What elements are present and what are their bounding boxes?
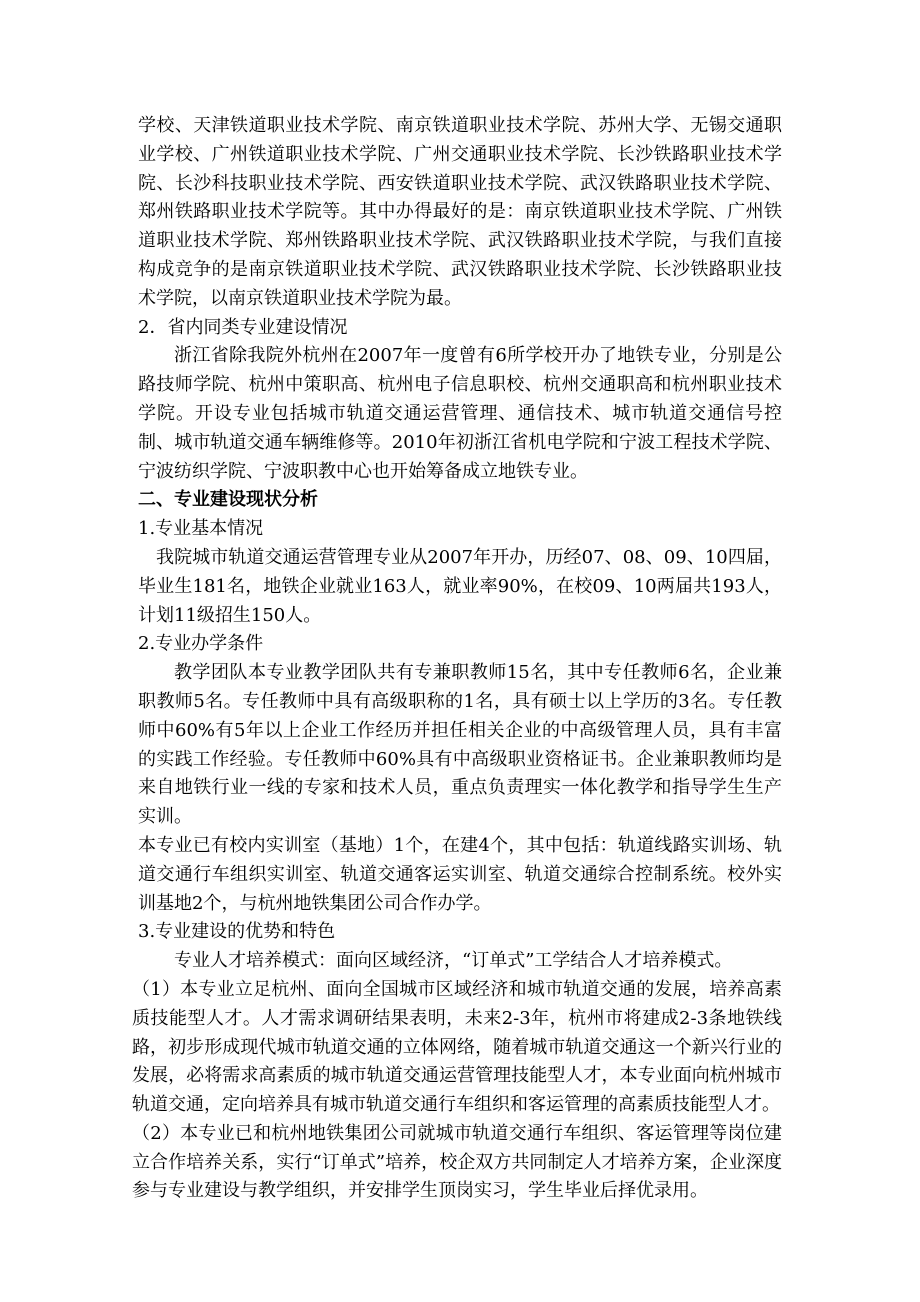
heading-basic: 1.专业基本情况 (138, 518, 264, 540)
heading-conditions: 2.专业办学条件 (138, 633, 264, 655)
paragraph-mode: 专业人才培养模式：面向区域经济，“订单式”工学结合人才培养模式。 (174, 950, 733, 972)
paragraph-item-1: （1）本专业立足杭州、面向全国城市区域经济和城市轨道交通的发展，培养高素质技能型人才。人才需求调研结果表明，未来2-3年，杭州市将建成2-3条地铁线路，初步形成现代城市轨道交通的立体网络，随着城市轨道交通这一个新兴行业的发展，必将需求高素质的城市轨道交通运营管理技能型人才，本专业面向杭州城市轨道交通，定向培养具有城市轨道交通行车组织和客运管理的高素质技能型人才。 (132, 978, 782, 1116)
paragraph-province: 浙江省除我院外杭州在2007年一度曾有6所学校开办了地铁专业，分别是公路技师学院、杭州中策职高、杭州电子信息职校、杭州交通职高和杭州职业技术学院。开设专业包括城市轨道交通运营管理、通信技术、城市轨道交通信号控制、城市轨道交通车辆维修等。2010年初浙江省机电学院和宁波工程技术学院、宁波纺织学院、宁波职教中心也开始筹备成立地铁专业。 (138, 345, 782, 482)
heading-province: 2．省内同类专业建设情况 (138, 316, 348, 338)
paragraph-training: 本专业已有校内实训室（基地）1个，在建4个，其中包括：轨道线路实训场、轨道交通行车组织实训室、轨道交通客运实训室、轨道交通综合控制系统。校外实训基地2个，与杭州地铁集团公司合作办学。 (138, 834, 782, 914)
paragraph-schools: 学校、天津铁道职业技术学院、南京铁道职业技术学院、苏州大学、无锡交通职业学校、广州铁道职业技术学院、广州交通职业技术学院、长沙铁路职业技术学院、长沙科技职业技术学院、西安铁道职业技术学院、武汉铁路职业技术学院、郑州铁路职业技术学院等。其中办得最好的是：南京铁道职业技术学院、广州铁道职业技术学院、郑州铁路职业技术学院、武汉铁路职业技术学院，与我们直接构成竞争的是南京铁道职业技术学院、武汉铁路职业技术学院、长沙铁路职业技术学院，以南京铁道职业技术学院为最。 (138, 115, 782, 309)
paragraph-item-2: （2）本专业已和杭州地铁集团公司就城市轨道交通行车组织、客运管理等岗位建立合作培养关系，实行“订单式”培养，校企双方共同制定人才培养方案，企业深度参与专业建设与教学组织，并安排学生顶岗实习，学生毕业后择优录用。 (132, 1122, 782, 1202)
heading-section-2: 二、专业建设现状分析 (138, 489, 318, 511)
paragraph-team: 教学团队本专业教学团队共有专兼职教师15名，其中专任教师6名，企业兼职教师5名。专任教师中具有高级职称的1名，具有硕士以上学历的3名。专任教师中60%有5年以上企业工作经历并担任相关企业的中高级管理人员，具有丰富的实践工作经验。专任教师中60%具有中高级职业资格证书。企业兼职教师均是来自地铁行业一线的专家和技术人员，重点负责理实一体化教学和指导学生生产实训。 (138, 662, 782, 828)
heading-advantages: 3.专业建设的优势和特色 (138, 921, 336, 943)
paragraph-basic: 我院城市轨道交通运营管理专业从2007年开办，历经07、08、09、10四届，毕业生181名，地铁企业就业163人，就业率90%，在校09、10两届共193人，计划11级招生150人。 (138, 546, 782, 626)
